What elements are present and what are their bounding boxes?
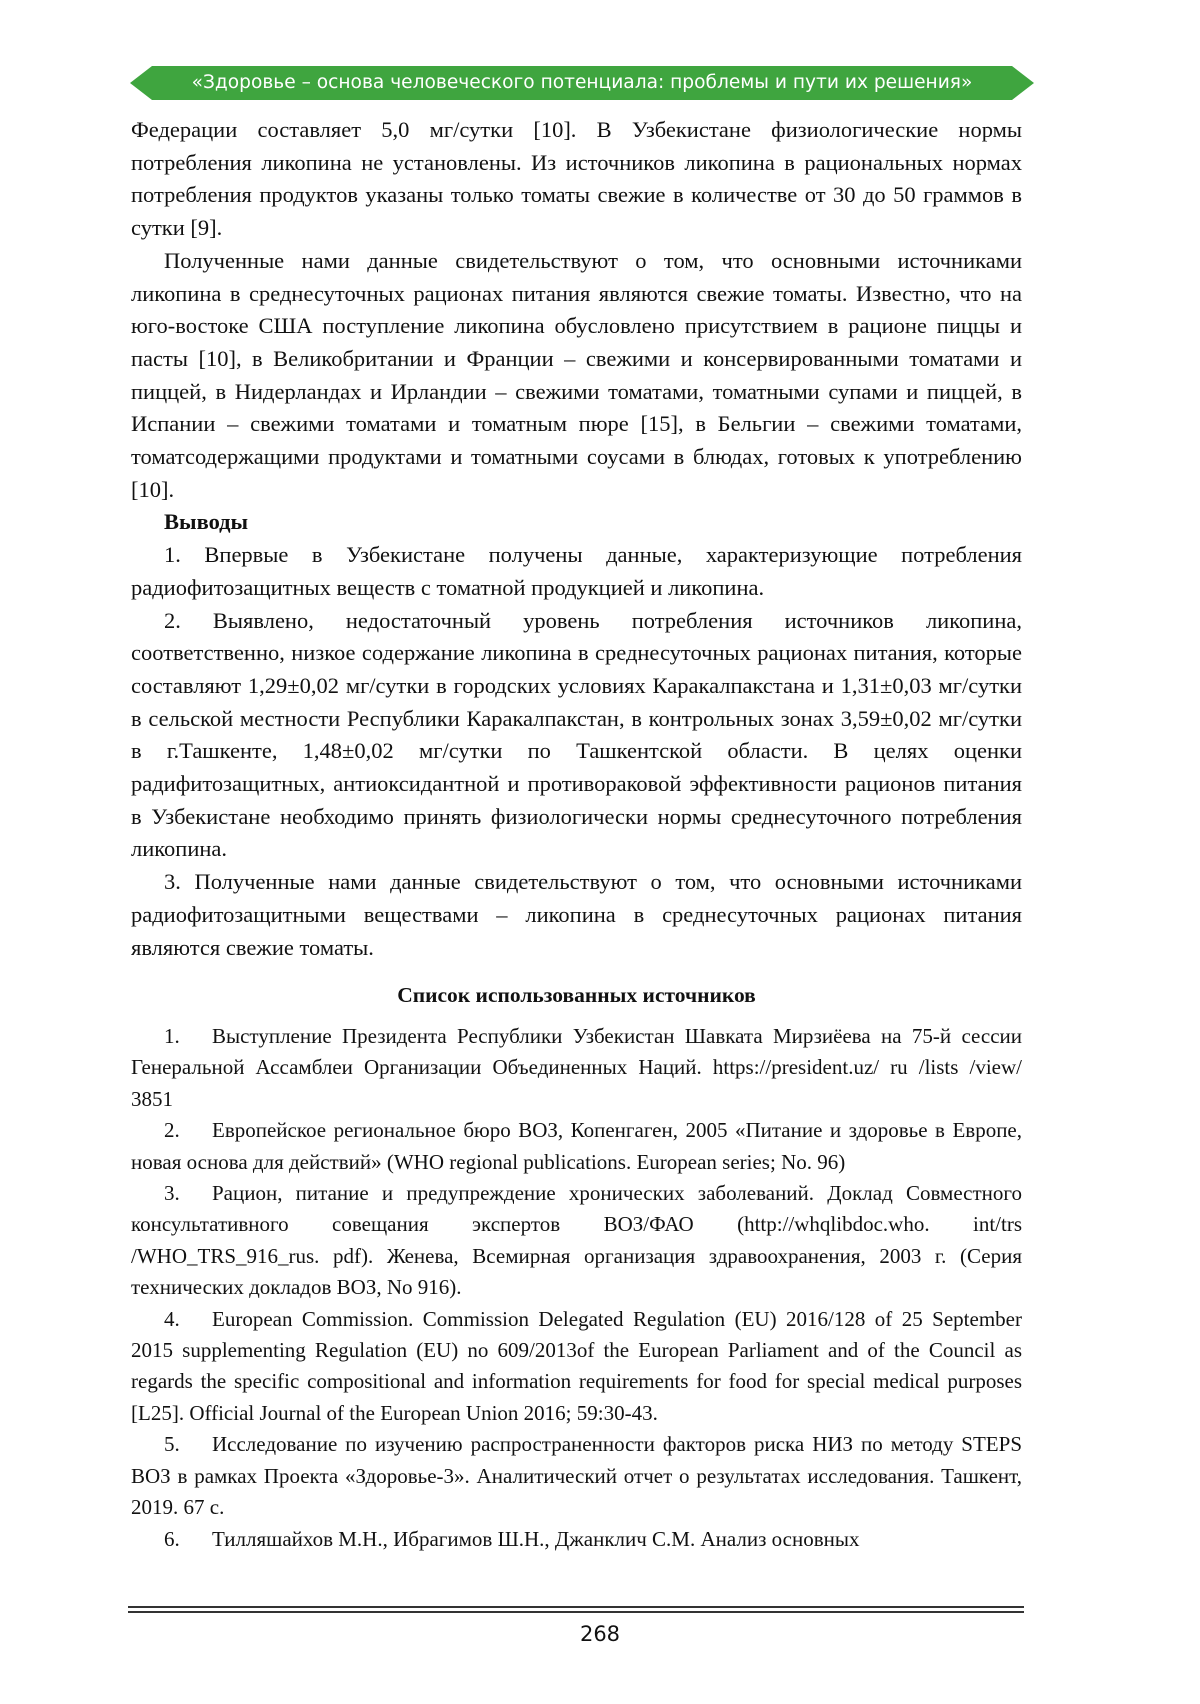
conclusions-heading: Выводы xyxy=(164,509,249,535)
paragraph-1: Федерации составляет 5,0 мг/сутки [10]. В Узбекистане физиологические нормы потребления ликопина не установлены. Из источников ликопина в рациональных нормах потребления продуктов указаны только томаты свежие в количестве от 30 до 50 граммов в сутки [9]. xyxy=(131,117,1022,241)
references-list xyxy=(131,1021,1022,1555)
reference-number: 5. xyxy=(164,1432,180,1457)
reference-item xyxy=(131,1524,1022,1555)
reference-text: Выступление Президента Республики Узбекистан Шавката Мирзиёева на 75-й сессии Генеральной Ассамблеи Организации Объединенных Наций. https://president.uz/ ru /lists /view/ 3851 xyxy=(131,1024,1022,1111)
reference-item xyxy=(131,1178,1022,1304)
banner-title: «Здоровье – основа человеческого потенциала: проблемы и пути их решения» xyxy=(191,72,973,93)
reference-number: 2. xyxy=(164,1118,180,1143)
conclusion-1: 1. Впервые в Узбекистане получены данные, характеризующие потребления радиофитозащитных веществ с томатной продукцией и ликопина. xyxy=(131,542,1022,600)
reference-text: European Commission. Commission Delegated Regulation (EU) 2016/128 of 25 September 2015 supplementing Regulation (EU) no 609/2013of the European Parliament and of the Council as regards the specific compositional and information requirements for food for special medical purposes [L25]. Official Journal of the European Union 2016; 59:30-43. xyxy=(131,1306,1022,1425)
footer-divider xyxy=(128,1606,1024,1616)
conclusion-3: 3. Полученные нами данные свидетельствуют о том, что основными источниками радиофитозащитными веществами – ликопина в среднесуточных рационах питания являются свежие томаты. xyxy=(131,869,1022,960)
reference-text: Тилляшайхов М.Н., Ибрагимов Ш.Н., Джанклич С.М. Анализ основных xyxy=(212,1526,860,1551)
references-title: Список использованных источников xyxy=(397,983,756,1007)
reference-item xyxy=(131,1115,1022,1178)
reference-item xyxy=(131,1429,1022,1523)
conclusion-2: 2. Выявлено, недостаточный уровень потребления источников ликопина, соответственно, низкое содержание ликопина в среднесуточных рационах питания, которые составляют 1,29±0,02 мг/сутки в городских условиях Каракалпакстана и 1,31±0,03 мг/сутки в сельской местности Республики Каракалпакстан, в контрольных зонах 3,59±0,02 мг/сутки в г.Ташкенте, 1,48±0,02 мг/сутки по Ташкентской области. В целях оценки радифитозащитных, антиоксидантной и противораковой эффективности рационов питания в Узбекистане необходимо принять физиологически нормы среднесуточного потребления ликопина. xyxy=(131,607,1022,862)
reference-text: Исследование по изучению распространенности факторов риска НИЗ по методу STEPS ВОЗ в рамках Проекта «Здоровье-3». Аналитический отчет о результатах исследования. Ташкент, 2019. 67 с. xyxy=(131,1432,1022,1520)
main-body xyxy=(131,114,1022,964)
reference-text: Европейское региональное бюро ВОЗ, Копенгаген, 2005 «Питание и здоровье в Европе, новая основа для действий» (WHO regional publications. European series; No. 96) xyxy=(131,1118,1022,1174)
reference-text: Рацион, питание и предупреждение хронических заболеваний. Доклад Совместного консультативного совещания экспертов ВОЗ/ФАО (http://whqlibdoc.who. int/trs /WHO_TRS_916_rus. pdf). Женева, Всемирная организация здравоохранения, 2003 г. (Серия технических докладов ВОЗ, No 916). xyxy=(131,1181,1022,1300)
reference-item xyxy=(131,1304,1022,1430)
reference-number: 3. xyxy=(164,1181,180,1206)
paragraph-2: Полученные нами данные свидетельствуют о том, что основными источниками ликопина в среднесуточных рационах питания являются свежие томаты. Известно, что на юго-востоке США поступление ликопина обусловлено присутствием в рационе пиццы и пасты [10], в Великобритании и Франции – свежими и консервированными томатами и пиццей, в Нидерландах и Ирландии – свежими томатами, томатными супами и пиццей, в Испании – свежими томатами и томатным пюре [15], в Бельгии – свежими томатами, томатсодержащими продуктами и томатными соусами в блюдах, готовых к употреблению [10]. xyxy=(131,247,1022,502)
reference-number: 1. xyxy=(164,1024,180,1048)
reference-number: 4. xyxy=(164,1306,180,1331)
footer-rule xyxy=(128,1611,1024,1613)
reference-item xyxy=(131,1021,1022,1115)
reference-number: 6. xyxy=(164,1526,180,1551)
header-banner xyxy=(130,66,1034,100)
footer-rule xyxy=(128,1606,1024,1608)
page-number: 268 xyxy=(579,1622,621,1646)
